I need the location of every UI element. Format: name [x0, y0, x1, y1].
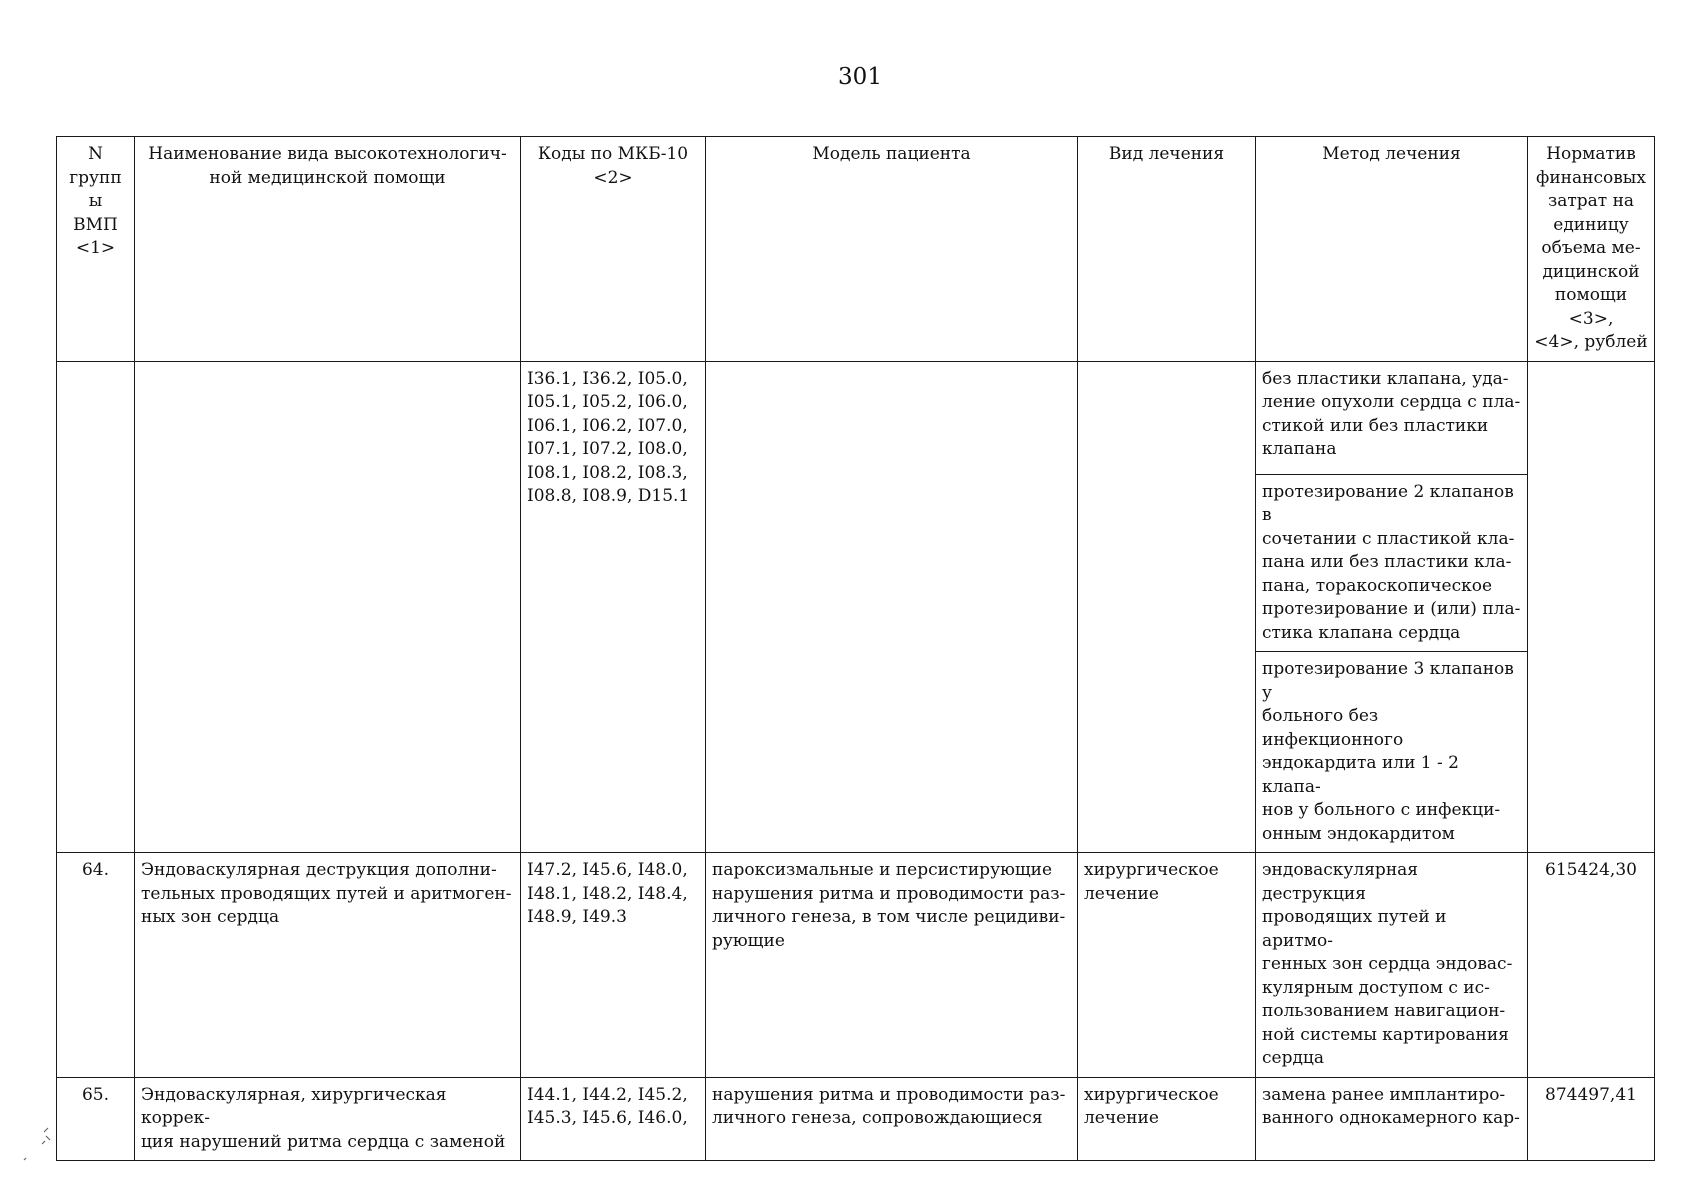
- cell-icd: I47.2, I45.6, I48.0, I48.1, I48.2, I48.4, I48.9, I49.3: [521, 853, 706, 1078]
- header-method: Метод лечения: [1256, 137, 1528, 362]
- cell-name: Эндоваскулярная, хирургическая коррек- ция нарушений ритма сердца с заменой: [135, 1077, 521, 1161]
- scan-marks: [4, 1120, 64, 1184]
- header-group-no: N группы ВМП <1>: [57, 137, 135, 362]
- header-icd: Коды по МКБ-10 <2>: [521, 137, 706, 362]
- header-treatment-type: Вид лечения: [1078, 137, 1256, 362]
- page-number: 301: [838, 64, 882, 90]
- cell-treatment-type: хирургическое лечение: [1078, 1077, 1256, 1161]
- cell-group-no: [57, 361, 135, 853]
- header-patient-model: Модель пациента: [706, 137, 1078, 362]
- cell-norm: 615424,30: [1528, 853, 1655, 1078]
- header-name: Наименование вида высокотехнологич- ной медицинской помощи: [135, 137, 521, 362]
- cell-patient-model: [706, 361, 1078, 853]
- cell-group-no: 65.: [57, 1077, 135, 1161]
- cell-treatment-type: [1078, 361, 1256, 853]
- table-row: [57, 361, 1655, 474]
- cell-patient-model: пароксизмальные и персистирующие нарушения ритма и проводимости раз- личного генеза, в том числе рецидиви- рующие: [706, 853, 1078, 1078]
- cell-method: замена ранее имплантиро- ванного однокамерного кар-: [1256, 1077, 1528, 1161]
- cell-group-no: 64.: [57, 853, 135, 1078]
- header-norm: Норматив финансовых затрат на единицу объема ме- дицинской помощи <3>, <4>, рублей: [1528, 137, 1655, 362]
- cell-method: протезирование 2 клапанов в сочетании с пластикой кла- пана или без пластики кла- пана, торакоскопическое протезирование и (или) пла- стика клапана сердца: [1256, 474, 1528, 652]
- cell-norm: 874497,41: [1528, 1077, 1655, 1161]
- table-row: [57, 853, 1655, 1078]
- cell-name: Эндоваскулярная деструкция дополни- тельных проводящих путей и аритмоген- ных зон сердца: [135, 853, 521, 1078]
- cell-icd: I44.1, I44.2, I45.2, I45.3, I45.6, I46.0,: [521, 1077, 706, 1161]
- cell-method: эндоваскулярная деструкция проводящих путей и аритмо- генных зон сердца эндовас- кулярным доступом с ис- пользованием навигацион- ной системы картирования сердца: [1256, 853, 1528, 1078]
- cell-method: протезирование 3 клапанов у больного без инфекционного эндокардита или 1 - 2 клапа- нов у больного с инфекци- онным эндокардитом: [1256, 652, 1528, 853]
- cell-patient-model: нарушения ритма и проводимости раз- личного генеза, сопровождающиеся: [706, 1077, 1078, 1161]
- cell-name: [135, 361, 521, 853]
- cell-norm: [1528, 361, 1655, 853]
- table-row: [57, 1077, 1655, 1161]
- table-header-row: [57, 137, 1655, 362]
- cell-icd: I36.1, I36.2, I05.0, I05.1, I05.2, I06.0, I06.1, I06.2, I07.0, I07.1, I07.2, I08.0, I08.1, I08.2, I08.3, I08.8, I08.9, D15.1: [521, 361, 706, 853]
- vmp-table: [56, 136, 1655, 1161]
- cell-method: без пластики клапана, уда- ление опухоли сердца с пла- стикой или без пластики клапана: [1256, 361, 1528, 474]
- cell-treatment-type: хирургическое лечение: [1078, 853, 1256, 1078]
